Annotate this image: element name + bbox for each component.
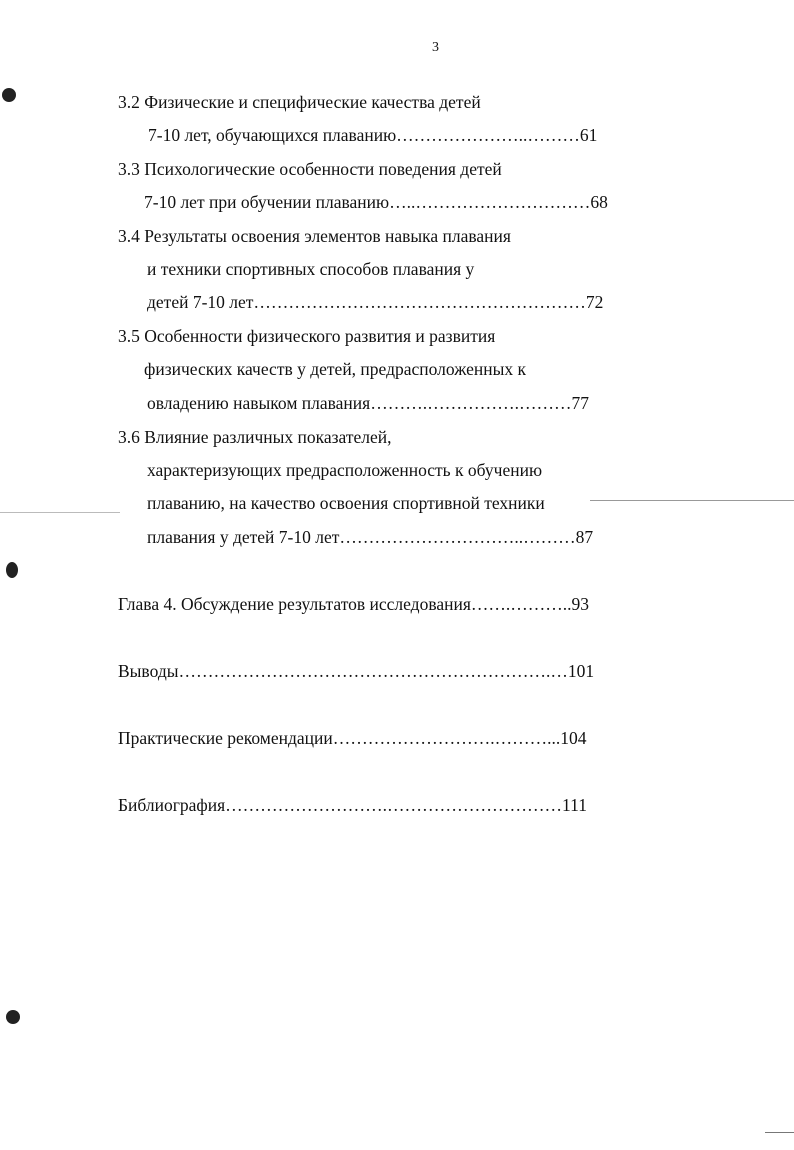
hole-punch-mark: [6, 562, 18, 578]
toc-line-dotted: 7-10 лет, обучающихся плаванию…………………..………61: [148, 125, 598, 145]
toc-line-dotted: Выводы……………………………………………………….…101: [118, 661, 595, 681]
toc-line-dotted: Глава 4. Обсуждение результатов исследования…….………..93: [118, 594, 590, 614]
toc-line-dotted: детей 7-10 лет…………………………………………………72: [147, 292, 604, 312]
toc-line: характеризующих предрасположенность к обучению: [147, 460, 543, 480]
hole-punch-mark: [6, 1010, 20, 1024]
toc-line: и техники спортивных способов плавания у: [147, 259, 475, 279]
toc-line: 3.5 Особенности физического развития и развития: [118, 326, 496, 346]
hole-punch-mark: [2, 88, 16, 102]
toc-line-dotted: 7-10 лет при обучении плаванию…..…………………………68: [144, 192, 608, 212]
scan-line: [765, 1132, 794, 1133]
toc-line: 3.6 Влияние различных показателей,: [118, 427, 392, 447]
toc-line-dotted: овладению навыком плавания……….…………….………77: [147, 393, 589, 413]
scan-line: [0, 512, 120, 513]
toc-line: 3.2 Физические и специфические качества детей: [118, 92, 481, 112]
toc-line: 3.3 Психологические особенности поведения детей: [118, 159, 502, 179]
scan-line: [590, 500, 794, 501]
toc-line-dotted: плавания у детей 7-10 лет…………………………..………87: [147, 527, 594, 547]
toc-line: 3.4 Результаты освоения элементов навыка плавания: [118, 226, 511, 246]
toc-line: плаванию, на качество освоения спортивной техники: [147, 493, 545, 513]
toc-line: физических качеств у детей, предрасположенных к: [144, 359, 526, 379]
toc-line-dotted: Библиография……………………….…………………………111: [118, 795, 588, 815]
page-number: 3: [432, 40, 439, 55]
toc-line-dotted: Практические рекомендации……………………….………...104: [118, 728, 587, 748]
